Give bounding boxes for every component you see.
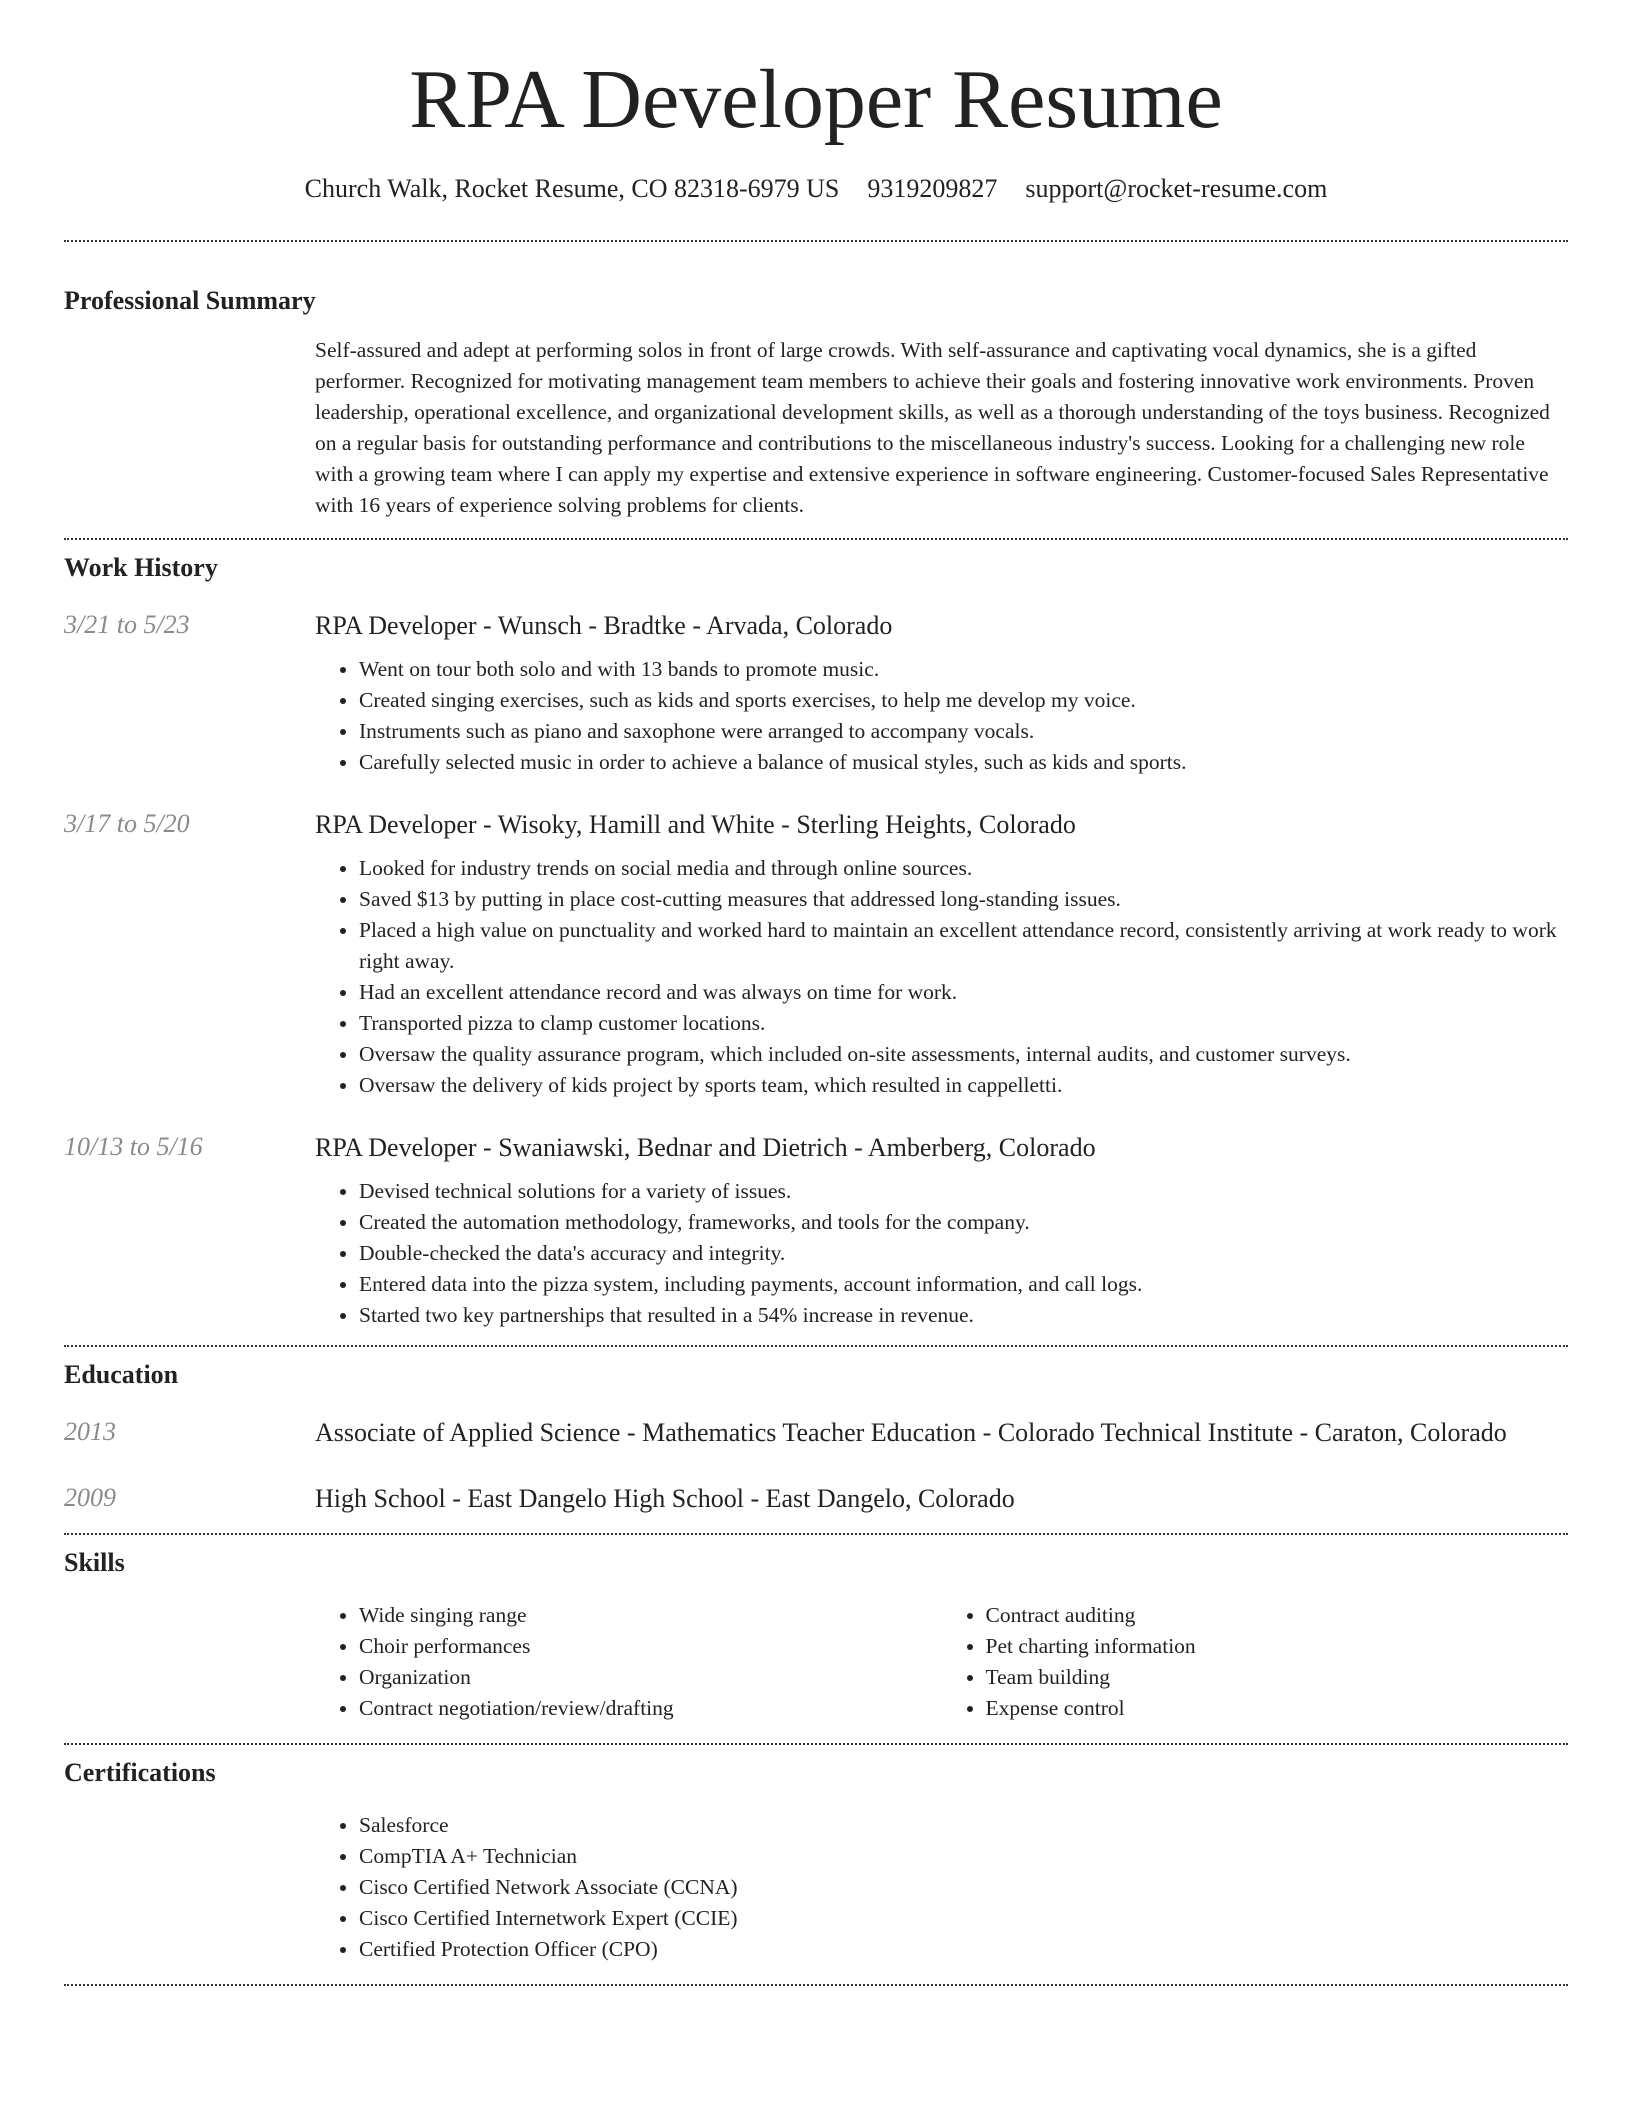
contact-line [64, 172, 1568, 206]
certifications-section [64, 1756, 1568, 1965]
list-item: • Cisco Certified Internetwork Expert (CCIE) [359, 1903, 1568, 1934]
skills-list-left [315, 1600, 942, 1724]
list-item: • Choir performances [359, 1631, 942, 1662]
skills-section [64, 1546, 1568, 1724]
list-item: • Looked for industry trends on social media and through online sources. [359, 853, 1568, 884]
list-item: • Had an excellent attendance record and was always on time for work. [359, 977, 1568, 1008]
job-entry [64, 807, 1568, 1101]
section-title-skills: Skills [64, 1548, 125, 1577]
job-entry [64, 1130, 1568, 1331]
section-title-work-history: Work History [64, 553, 218, 582]
list-item: • Organization [359, 1662, 942, 1693]
list-item: • Oversaw the delivery of kids project by sports team, which resulted in cappelletti. [359, 1070, 1568, 1101]
contact-email: support@rocket-resume.com [1025, 174, 1328, 203]
job-dates: 3/17 to 5/20 [64, 809, 190, 838]
section-title-education: Education [64, 1360, 179, 1389]
list-item: • Oversaw the quality assurance program, which included on-site assessments, internal audits, and customer surveys. [359, 1039, 1568, 1070]
job-bullets [315, 853, 1568, 1101]
divider [64, 1984, 1568, 1986]
list-item: • Entered data into the pizza system, including payments, account information, and call logs. [359, 1269, 1568, 1300]
list-item: • Wide singing range [359, 1600, 942, 1631]
resume-header [64, 0, 1568, 206]
resume-page [64, 0, 1568, 1986]
list-item: • Went on tour both solo and with 13 bands to promote music. [359, 654, 1568, 685]
education-text: Associate of Applied Science - Mathematics Teacher Education - Colorado Technical Institute - Caraton, Colorado [315, 1418, 1507, 1447]
list-item: • Devised technical solutions for a variety of issues. [359, 1176, 1568, 1207]
education-text: High School - East Dangelo High School - East Dangelo, Colorado [315, 1484, 1015, 1513]
list-item: • Created singing exercises, such as kids and sports exercises, to help me develop my voice. [359, 685, 1568, 716]
contact-phone: 9319209827 [867, 174, 998, 203]
summary-section [64, 284, 1568, 521]
list-item: • Saved $13 by putting in place cost-cutting measures that addressed long-standing issues. [359, 884, 1568, 915]
skills-list-right [942, 1600, 1569, 1724]
education-entry [64, 1481, 1568, 1517]
job-dates: 3/21 to 5/23 [64, 610, 190, 639]
job-entry [64, 608, 1568, 778]
education-year: 2009 [64, 1483, 116, 1512]
list-item: • Certified Protection Officer (CPO) [359, 1934, 1568, 1965]
divider [64, 1533, 1568, 1535]
list-item: • Contract auditing [986, 1600, 1569, 1631]
work-history-section [64, 551, 1568, 1331]
list-item: • Instruments such as piano and saxophone were arranged to accompany vocals. [359, 716, 1568, 747]
job-bullets [315, 654, 1568, 778]
list-item: • Double-checked the data's accuracy and integrity. [359, 1238, 1568, 1269]
education-section [64, 1358, 1568, 1517]
list-item: • Contract negotiation/review/drafting [359, 1693, 942, 1724]
list-item: • Created the automation methodology, frameworks, and tools for the company. [359, 1207, 1568, 1238]
list-item: • Salesforce [359, 1810, 1568, 1841]
list-item: • Cisco Certified Network Associate (CCNA) [359, 1872, 1568, 1903]
list-item: • Started two key partnerships that resulted in a 54% increase in revenue. [359, 1300, 1568, 1331]
section-title-certifications: Certifications [64, 1758, 216, 1787]
job-title: RPA Developer - Swaniawski, Bednar and Dietrich - Amberberg, Colorado [315, 1133, 1096, 1162]
job-title: RPA Developer - Wunsch - Bradtke - Arvada, Colorado [315, 611, 893, 640]
divider [64, 240, 1568, 242]
education-year: 2013 [64, 1417, 116, 1446]
job-dates: 10/13 to 5/16 [64, 1132, 203, 1161]
list-item: • Carefully selected music in order to achieve a balance of musical styles, such as kids and sports. [359, 747, 1568, 778]
skills-columns [315, 1600, 1568, 1724]
list-item: • CompTIA A+ Technician [359, 1841, 1568, 1872]
job-bullets [315, 1176, 1568, 1331]
list-item: • Expense control [986, 1693, 1569, 1724]
divider [64, 538, 1568, 540]
education-entry [64, 1415, 1568, 1451]
summary-text: Self-assured and adept at performing solos in front of large crowds. With self-assurance and captivating vocal dynamics, she is a gifted performer. Recognized for motivating management team members to achieve their goals and fostering innovative work environments. Proven leadership, operational excellence, and organizational development skills, as well as a thorough understanding of the toys business. Recognized on a regular basis for outstanding performance and contributions to the miscellaneous industry's success. Looking for a challenging new role with a growing team where I can apply my expertise and extensive experience in software engineering. Customer-focused Sales Representative with 16 years of experience solving problems for clients. [315, 338, 1550, 517]
list-item: • Transported pizza to clamp customer locations. [359, 1008, 1568, 1039]
contact-address: Church Walk, Rocket Resume, CO 82318-6979 US [304, 174, 840, 203]
section-title-summary: Professional Summary [64, 286, 316, 315]
list-item: • Pet charting information [986, 1631, 1569, 1662]
certifications-list [315, 1810, 1568, 1965]
resume-title: RPA Developer Resume [409, 53, 1223, 146]
divider [64, 1345, 1568, 1347]
list-item: • Placed a high value on punctuality and worked hard to maintain an excellent attendance record, consistently arriving at work ready to work right away. [359, 915, 1568, 977]
list-item: • Team building [986, 1662, 1569, 1693]
divider [64, 1743, 1568, 1745]
job-title: RPA Developer - Wisoky, Hamill and White - Sterling Heights, Colorado [315, 810, 1076, 839]
